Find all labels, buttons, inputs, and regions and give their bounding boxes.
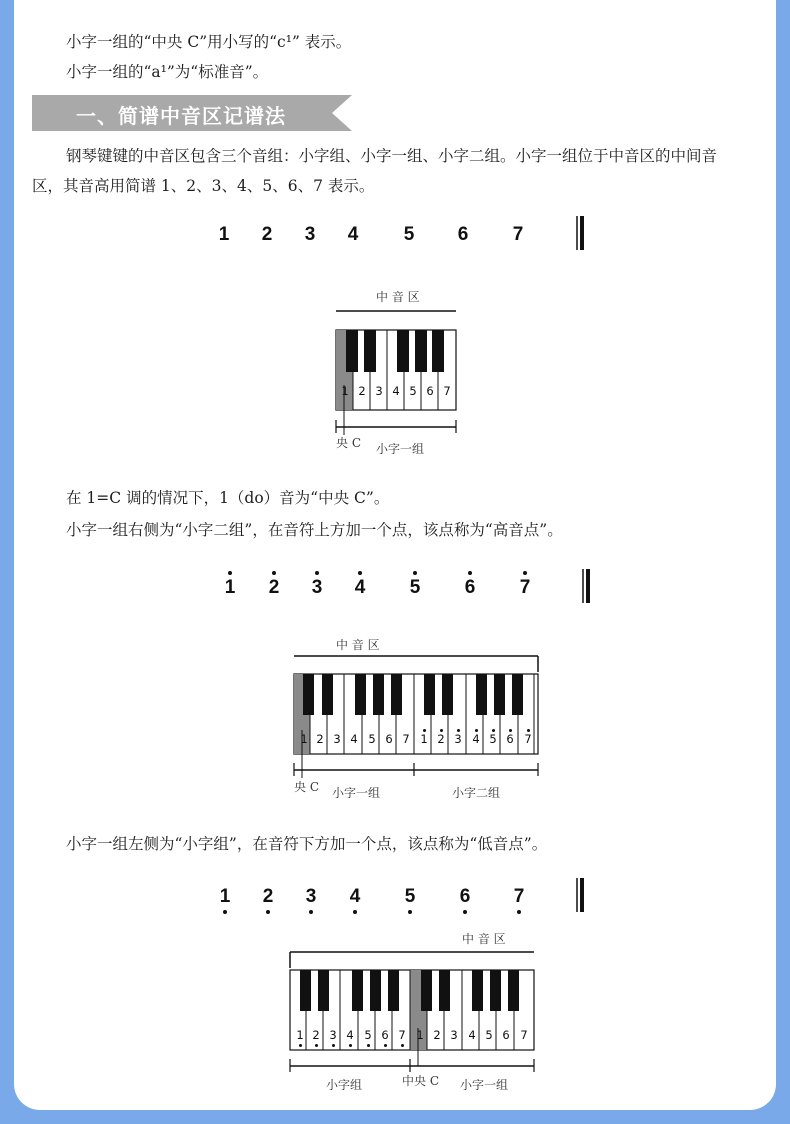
note-digit: 1	[224, 577, 236, 598]
notation-row-middle	[14, 224, 776, 264]
low-dot	[367, 1044, 370, 1047]
key-label: 7	[398, 1028, 406, 1042]
key-label: 7	[524, 732, 532, 746]
note-high-2	[264, 577, 284, 599]
note-low-2	[258, 886, 278, 908]
note-high-3	[307, 577, 327, 599]
note-high-5	[405, 577, 425, 599]
note-digit: 3	[305, 886, 317, 907]
key-label: 6	[381, 1028, 389, 1042]
note-4: 4	[347, 224, 359, 245]
key-label: 2	[433, 1028, 441, 1042]
label-small-group-1: 小字一组	[460, 1078, 509, 1092]
label-middle-register: 中 音 区	[462, 932, 506, 946]
note-digit: 5	[404, 886, 416, 907]
low-dot	[315, 1044, 318, 1047]
low-dot	[349, 1044, 352, 1047]
notation-row-low	[14, 886, 776, 926]
high-dot	[315, 571, 319, 575]
key-label: 3	[450, 1028, 458, 1042]
low-dot	[517, 910, 521, 914]
label-middle-register: 中 音 区	[376, 290, 420, 304]
key-label: 4	[472, 732, 480, 746]
key-label: 4	[346, 1028, 354, 1042]
key-label: 3	[375, 384, 383, 398]
notation-row-high	[14, 577, 776, 617]
high-dot	[468, 571, 472, 575]
key-label: 2	[437, 732, 445, 746]
label-middle-c: 央 C	[336, 436, 361, 450]
key-label: 6	[385, 732, 393, 746]
section-banner	[32, 95, 352, 131]
key-label: 2	[358, 384, 366, 398]
note-low-6	[455, 886, 475, 908]
key-label: 5	[489, 732, 497, 746]
key-label: 3	[333, 732, 341, 746]
high-dot	[475, 729, 478, 732]
key-label: 1	[420, 732, 428, 746]
text-line-do: 在 1=C 调的情况下，1（do）音为“中央 C”。	[66, 489, 390, 507]
low-dot	[299, 1044, 302, 1047]
note-low-1	[215, 886, 235, 908]
final-barline	[574, 214, 588, 254]
final-barline	[574, 876, 588, 916]
note-digit: 1	[219, 886, 231, 907]
note-digit: 4	[349, 886, 361, 907]
paragraph-line-2: 区，其音高用简谱 1、2、3、4、5、6、7 表示。	[32, 177, 375, 195]
key-label: 3	[454, 732, 462, 746]
key-label: 6	[426, 384, 434, 398]
label-small-group-1: 小字一组	[332, 786, 381, 800]
note-digit: 6	[464, 577, 476, 598]
note-digit: 6	[459, 886, 471, 907]
low-dot	[401, 1044, 404, 1047]
label-middle-register: 中 音 区	[336, 638, 380, 652]
note-5: 5	[403, 224, 415, 245]
note-high-4	[350, 577, 370, 599]
page	[14, 0, 776, 1110]
low-dot	[384, 1044, 387, 1047]
high-dot	[358, 571, 362, 575]
text-line-middle-c: 小字一组的“中央 C”用小写的“c¹” 表示。	[66, 33, 352, 51]
label-middle-c: 中央 C	[402, 1074, 439, 1088]
paragraph-line-1: 钢琴键键的中音区包含三个音组：小字组、小字一组、小字二组。小字一组位于中音区的中间音	[66, 147, 718, 165]
high-dot	[228, 571, 232, 575]
key-label: 5	[485, 1028, 493, 1042]
key-label: 1	[341, 384, 349, 398]
label-small-group-1: 小字一组	[376, 442, 425, 456]
key-label: 5	[368, 732, 376, 746]
note-digit: 7	[513, 886, 525, 907]
note-high-1	[220, 577, 240, 599]
note-low-5	[400, 886, 420, 908]
key-label: 6	[506, 732, 514, 746]
low-dot	[408, 910, 412, 914]
high-dot	[457, 729, 460, 732]
note-digit: 2	[268, 577, 280, 598]
high-dot	[423, 729, 426, 732]
key-label: 7	[402, 732, 410, 746]
note-digit: 3	[311, 577, 323, 598]
note-digit: 4	[354, 577, 366, 598]
text-line-standard-pitch: 小字一组的“a¹”为“标准音”。	[66, 63, 269, 81]
section-title: 一、简谱中音区记谱法	[76, 104, 286, 128]
low-dot	[463, 910, 467, 914]
low-dot	[353, 910, 357, 914]
key-label: 2	[312, 1028, 320, 1042]
text-line-high-dot: 小字一组右侧为“小字二组”，在音符上方加一个点，该点称为“高音点”。	[66, 521, 563, 539]
label-small-group-2: 小字二组	[452, 786, 501, 800]
key-label: 7	[520, 1028, 528, 1042]
key-label: 4	[350, 732, 358, 746]
label-middle-c: 央 C	[294, 780, 319, 794]
high-dot	[527, 729, 530, 732]
note-low-4	[345, 886, 365, 908]
label-small-group-0: 小字组	[326, 1078, 363, 1092]
note-digit: 5	[409, 577, 421, 598]
key-label: 5	[409, 384, 417, 398]
note-7: 7	[512, 224, 524, 245]
key-label: 1	[296, 1028, 304, 1042]
text-line-low-dot: 小字一组左侧为“小字组”，在音符下方加一个点，该点称为“低音点”。	[66, 835, 548, 853]
low-dot	[309, 910, 313, 914]
high-dot	[440, 729, 443, 732]
high-dot	[523, 571, 527, 575]
key-label: 7	[443, 384, 451, 398]
high-dot	[492, 729, 495, 732]
note-low-7	[509, 886, 529, 908]
note-digit: 2	[262, 886, 274, 907]
final-barline	[580, 567, 594, 607]
low-dot	[266, 910, 270, 914]
note-digit: 7	[519, 577, 531, 598]
note-2: 2	[261, 224, 273, 245]
note-high-7	[515, 577, 535, 599]
low-dot	[332, 1044, 335, 1047]
key-label: 3	[329, 1028, 337, 1042]
high-dot	[509, 729, 512, 732]
key-label: 4	[392, 384, 400, 398]
note-6: 6	[457, 224, 469, 245]
note-1: 1	[218, 224, 230, 245]
note-low-3	[301, 886, 321, 908]
key-label: 5	[364, 1028, 372, 1042]
key-label: 4	[468, 1028, 476, 1042]
low-dot	[223, 910, 227, 914]
key-label: 2	[316, 732, 324, 746]
high-dot	[413, 571, 417, 575]
note-high-6	[460, 577, 480, 599]
keyboard-diagram-middle	[332, 305, 462, 435]
key-label: 1	[416, 1028, 424, 1042]
keyboard-diagram-low	[286, 944, 542, 1074]
keyboard-diagram-high	[290, 650, 546, 780]
note-3: 3	[304, 224, 316, 245]
high-dot	[272, 571, 276, 575]
key-label: 1	[300, 732, 308, 746]
key-label: 6	[502, 1028, 510, 1042]
